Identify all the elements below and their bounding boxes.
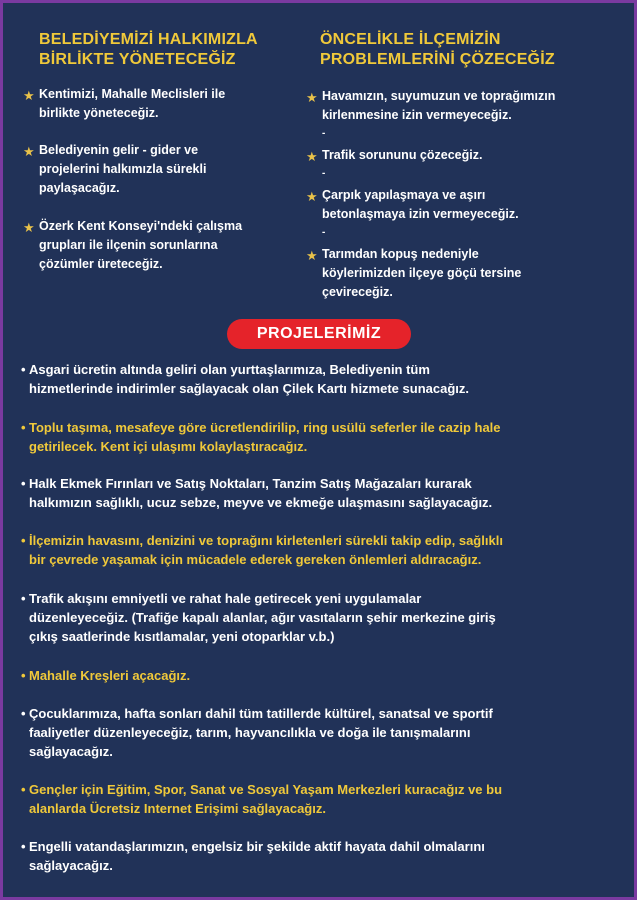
right-item-2-line-1: Trafik sorununu çözeceğiz. (322, 148, 483, 162)
project-text: Toplu taşıma, mesafeye göre ücretlendirilip, ring usülü seferler ile cazip hale (29, 420, 501, 435)
project-text: bir çevrede yaşamak için mücadele ederek gereken önlemleri aldıracağız. (29, 552, 482, 567)
left-item-3-line-2: grupları ile ilçenin sorunlarına (39, 238, 218, 252)
left-item-3-line-3: çözümler üreteceğiz. (39, 257, 163, 271)
left-heading-line-2: BİRLİKTE YÖNETECEĞİZ (39, 51, 236, 68)
project-text: Gençler için Eğitim, Spor, Sanat ve Sosyal Yaşam Merkezleri kuracağız ve bu (29, 782, 503, 797)
divider-dash: - (322, 168, 326, 179)
right-item-3-line-1: Çarpık yapılaşmaya ve aşırı (322, 188, 486, 202)
right-heading-line-1: ÖNCELİKLE İLÇEMİZİN (320, 31, 501, 48)
star-icon: ★ (306, 189, 318, 204)
projects-title-badge: PROJELERİMİZ (227, 319, 411, 349)
star-icon: ★ (306, 90, 318, 105)
project-text: Engelli vatandaşlarımızın, engelsiz bir şekilde aktif hayata dahil olmalarını (29, 839, 485, 854)
divider-dash: - (322, 227, 326, 238)
left-item-1-line-1: Kentimizi, Mahalle Meclisleri ile (39, 87, 226, 101)
project-text: Mahalle Kreşleri açacağız. (29, 668, 191, 683)
project-text: Çocuklarımıza, hafta sonları dahil tüm tatillerde kültürel, sanatsal ve sportif (29, 706, 493, 721)
project-text: İlçemizin havasını, denizini ve toprağını kirletenleri sürekli takip edip, sağlıklı (29, 533, 503, 548)
star-icon: ★ (23, 144, 35, 159)
left-heading-line-1: BELEDİYEMİZİ HALKIMIZLA (39, 31, 258, 48)
right-item-1-line-1: Havamızın, suyumuzun ve toprağımızın (322, 89, 556, 103)
project-item-5: • Trafik akışını emniyetli ve rahat hale getirecek yeni uygulamalar düzenleyeceğiz. (Trafiğe kapalı alanlar, ağır vasıtaların şehir merkezine giriş çıkış saatlerinde kısıtlamalar, yeni otoparklar v.b.) (21, 591, 496, 644)
left-item-1-line-2: birlikte yöneteceğiz. (39, 106, 159, 120)
project-item-4: • İlçemizin havasını, denizini ve toprağını kirletenleri sürekli takip edip, sağlıklı bir çevrede yaşamak için mücadele ederek gereken önlemleri aldıracağız. (21, 533, 503, 567)
right-heading-line-2: PROBLEMLERİNİ ÇÖZECEĞİZ (320, 51, 555, 68)
right-item-1-line-2: kirlenmesine izin vermeyeceğiz. (322, 108, 512, 122)
project-item-8: • Gençler için Eğitim, Spor, Sanat ve Sosyal Yaşam Merkezleri kuracağız ve bu alanlarda Ücretsiz Internet Erişimi sağlayacağız. (21, 782, 503, 816)
star-icon: ★ (306, 149, 318, 164)
left-item-2-line-1: Belediyenin gelir - gider ve (39, 143, 199, 157)
project-item-1: • Asgari ücretin altında geliri olan yurttaşlarımıza, Belediyenin tüm hizmetlerinde indirimler sağlayacak olan Çilek Kartı hizmete sunacağız. (21, 362, 469, 396)
project-text: hizmetlerinde indirimler sağlayacak olan Çilek Kartı hizmete sunacağız. (29, 381, 469, 396)
right-item-3-line-2: betonlaşmaya izin vermeyeceğiz. (322, 207, 519, 221)
star-icon: ★ (306, 248, 318, 263)
project-item-9: • Engelli vatandaşlarımızın, engelsiz bir şekilde aktif hayata dahil olmalarını sağlayacağız. (21, 839, 485, 873)
project-text: düzenleyeceğiz. (Trafiğe kapalı alanlar, ağır vasıtaların şehir merkezine giriş (29, 610, 496, 625)
right-item-4-line-2: köylerimizden ilçeye göçü tersine (322, 266, 522, 280)
project-item-6: • Mahalle Kreşleri açacağız. (21, 668, 191, 683)
right-item-4-line-3: çevireceğiz. (322, 285, 393, 299)
left-item-2-line-2: projelerini halkımızla sürekli (39, 162, 207, 176)
project-text: Halk Ekmek Fırınları ve Satış Noktaları, Tanzim Satış Mağazaları kurarak (29, 476, 472, 491)
left-item-3-line-1: Özerk Kent Konseyi'ndeki çalışma (39, 219, 243, 233)
left-item-2-line-3: paylaşacağız. (39, 181, 120, 195)
project-item-3: • Halk Ekmek Fırınları ve Satış Noktaları, Tanzim Satış Mağazaları kurarak halkımızın sağlıklı, ucuz sebze, meyve ve ekmeğe ulaşmasını sağlayacağız. (21, 476, 493, 510)
project-text: alanlarda Ücretsiz Internet Erişimi sağlayacağız. (29, 801, 326, 816)
divider-dash: - (322, 128, 326, 139)
project-text: halkımızın sağlıklı, ucuz sebze, meyve ve ekmeğe ulaşmasını sağlayacağız. (29, 495, 493, 510)
leaflet-page (3, 3, 634, 897)
project-text: sağlayacağız. (29, 744, 113, 759)
project-item-2: • Toplu taşıma, mesafeye göre ücretlendirilip, ring usülü seferler ile cazip hale getirilecek. Kent içi ulaşımı kolaylaştıracağız. (21, 420, 501, 454)
project-text: Asgari ücretin altında geliri olan yurttaşlarımıza, Belediyenin tüm (29, 362, 430, 377)
star-icon: ★ (23, 88, 35, 103)
project-text: Trafik akışını emniyetli ve rahat hale getirecek yeni uygulamalar (29, 591, 422, 606)
project-text: faaliyetler düzenleyeceğiz, tarım, hayvancılıkla ve doğa ile tanışmalarını (29, 725, 471, 740)
project-item-7: • Çocuklarımıza, hafta sonları dahil tüm tatillerde kültürel, sanatsal ve sportif faaliyetler düzenleyeceğiz, tarım, hayvancılıkla ve doğa ile tanışmalarını sağlayacağız. (21, 706, 493, 759)
project-text: çıkış saatlerinde kısıtlamalar, yeni otoparklar v.b.) (29, 629, 335, 644)
star-icon: ★ (23, 220, 35, 235)
right-item-4-line-1: Tarımdan kopuş nedeniyle (322, 247, 479, 261)
project-text: sağlayacağız. (29, 858, 113, 873)
project-text: getirilecek. Kent içi ulaşımı kolaylaştıracağız. (29, 439, 308, 454)
